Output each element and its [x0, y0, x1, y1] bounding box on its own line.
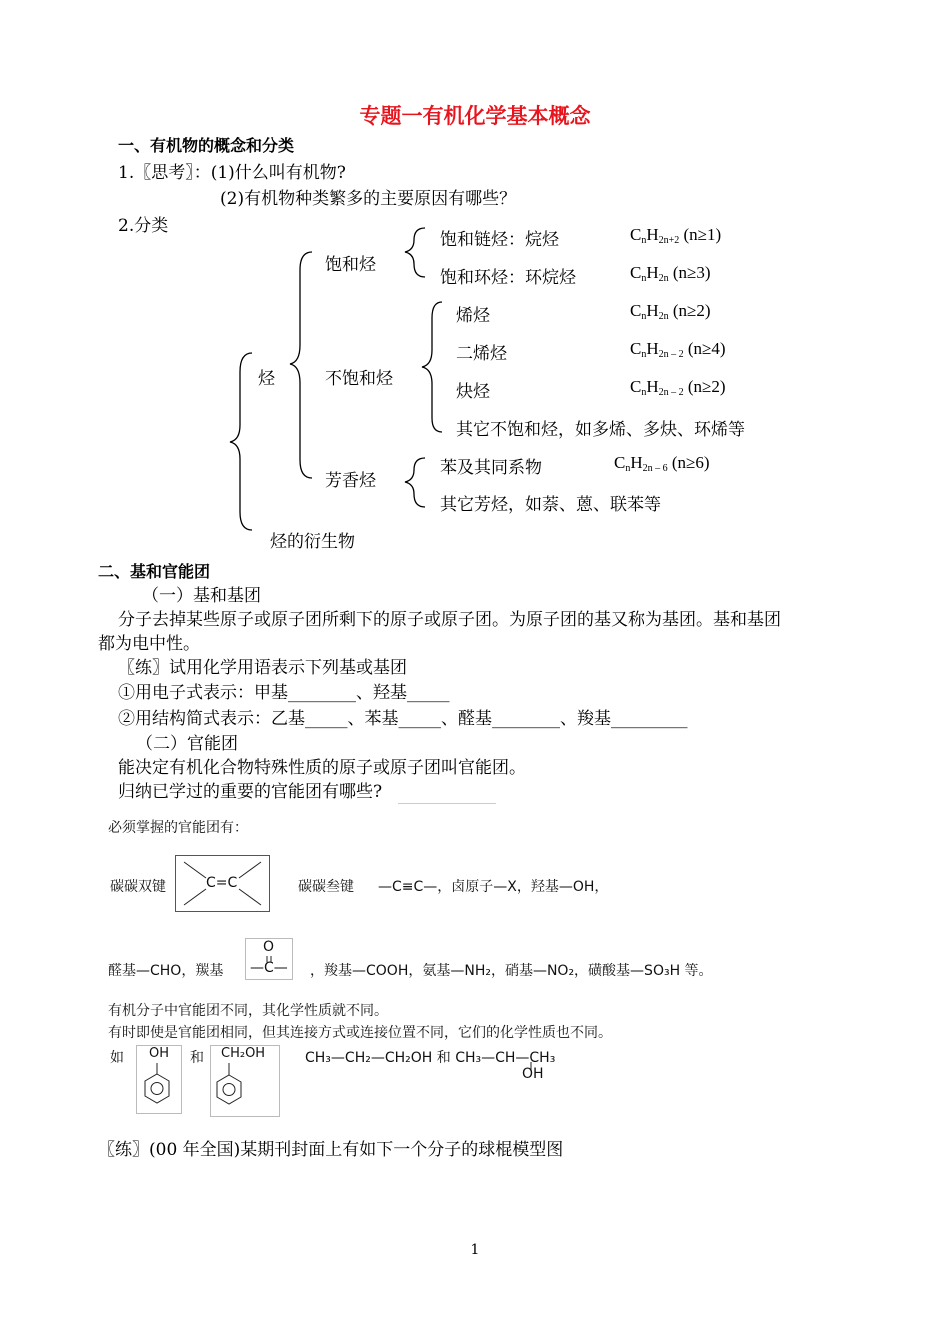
paragraph: 归纳已学过的重要的官能团有哪些? [118, 782, 383, 802]
triple-bond-rest: —C≡C—，卤原子—X，羟基—OH， [378, 879, 609, 895]
benzyl-alcohol-diagram [210, 1045, 280, 1117]
tree-saturated: 饱和烃 [325, 255, 376, 275]
tree-derivative: 烃的衍生物 [270, 532, 355, 552]
exercise-item: ②用结构简式表示：乙基_____、苯基_____、醛基________、羧基_________ [118, 709, 688, 729]
unsat-item-formula: $C_nH_{2n}$ (n≥2) [630, 301, 711, 322]
think-question-1: 1.〖思考〗：(1)什么叫有机物? [118, 163, 346, 183]
propanol-oh: OH [522, 1066, 544, 1082]
sat-item-formula: $C_nH_{2n}$ (n≥3) [630, 263, 711, 284]
page-title: 专题一有机化学基本概念 [359, 104, 591, 128]
arom-item-name: 苯及其同系物 [440, 458, 542, 478]
page-number: 1 [470, 1242, 480, 1258]
image-heading: 必须掌握的官能团有： [108, 820, 248, 836]
tree-aromatic: 芳香烃 [325, 471, 376, 491]
propanol-formula: CH₃—CH₂—CH₂OH 和 CH₃—CH—CH₃ [305, 1050, 556, 1066]
aldehyde-label: 醛基—CHO，羰基 [108, 963, 224, 979]
functional-groups-rest: ，羧基—COOH，氨基—NH₂，硝基—NO₂，磺酸基—SO₃H 等。 [310, 963, 713, 979]
carbonyl-diagram [245, 938, 293, 980]
triple-bond-label: 碳碳叁键 [298, 879, 354, 895]
cc-double-label: C=C [206, 875, 238, 891]
brace-aromatic [405, 458, 425, 507]
brace-outer [230, 353, 252, 530]
exercise-prompt: 〖练〗试用化学用语表示下列基或基团 [118, 658, 407, 678]
benzene-ring-icon [137, 1046, 181, 1113]
brace-hydrocarbon [290, 252, 312, 478]
unsat-item-name: 炔烃 [456, 382, 490, 402]
example-he: 和 [190, 1050, 204, 1066]
ch2oh-label: CH₂OH [221, 1046, 266, 1061]
example-ru: 如 [110, 1050, 124, 1066]
benzene-ring-icon [211, 1046, 279, 1116]
section-heading-1: 一、有机物的概念和分类 [118, 136, 295, 155]
carbonyl-oxygen: O [263, 939, 275, 955]
divider [398, 803, 496, 804]
double-bond-label: 碳碳双键 [110, 879, 166, 895]
phenol-oh: OH [149, 1046, 170, 1061]
unsat-item-name: 烯烃 [456, 306, 490, 326]
unsat-item-name: 二烯烃 [456, 344, 507, 364]
classify-label: 2.分类 [118, 216, 169, 236]
practice-question: 〖练〗(00 年全国)某期刊封面上有如下一个分子的球棍模型图 [98, 1140, 564, 1160]
paragraph: 能决定有机化合物特殊性质的原子或原子团叫官能团。 [118, 758, 526, 778]
paragraph: 都为电中性。 [98, 634, 200, 654]
paragraph: 分子去掉某些原子或原子团所剩下的原子或原子团。为原子团的基又称为基团。基和基团 [118, 610, 781, 630]
sat-item-name: 饱和环烃：环烷烃 [440, 268, 576, 288]
arom-item-formula: $C_nH_{2n - 6}$ (n≥6) [614, 453, 710, 474]
subsection-heading: （一）基和基团 [142, 586, 261, 606]
subsection-heading: （二）官能团 [136, 734, 238, 754]
exercise-item: ①用电子式表示：甲基________、羟基_____ [118, 683, 450, 703]
note-line: 有机分子中官能团不同，其化学性质就不同。 [108, 1003, 388, 1019]
cc-double-bond-diagram [175, 855, 270, 912]
phenol-diagram [136, 1045, 182, 1114]
brace-saturated [405, 228, 425, 277]
tree-hydrocarbon: 烃 [258, 369, 275, 389]
think-question-2: (2)有机物种类繁多的主要原因有哪些？ [220, 189, 517, 209]
tree-unsaturated: 不饱和烃 [325, 369, 393, 389]
sat-item-name: 饱和链烃：烷烃 [440, 230, 559, 250]
unsat-item-formula: $C_nH_{2n - 2}$ (n≥2) [630, 377, 726, 398]
carbonyl-carbon: —C— [250, 960, 288, 976]
unsat-item-formula: $C_nH_{2n - 2}$ (n≥4) [630, 339, 726, 360]
unsat-item-name: 其它不饱和烃，如多烯、多炔、环烯等 [456, 420, 745, 440]
arom-item-name: 其它芳烃，如萘、蒽、联苯等 [440, 495, 661, 515]
brace-unsaturated [422, 302, 442, 432]
section-heading-2: 二、基和官能团 [98, 562, 211, 581]
note-line: 有时即使是官能团相同，但其连接方式或连接位置不同，它们的化学性质也不同。 [108, 1025, 612, 1041]
sat-item-formula: $C_nH_{2n+2}$ (n≥1) [630, 225, 722, 246]
